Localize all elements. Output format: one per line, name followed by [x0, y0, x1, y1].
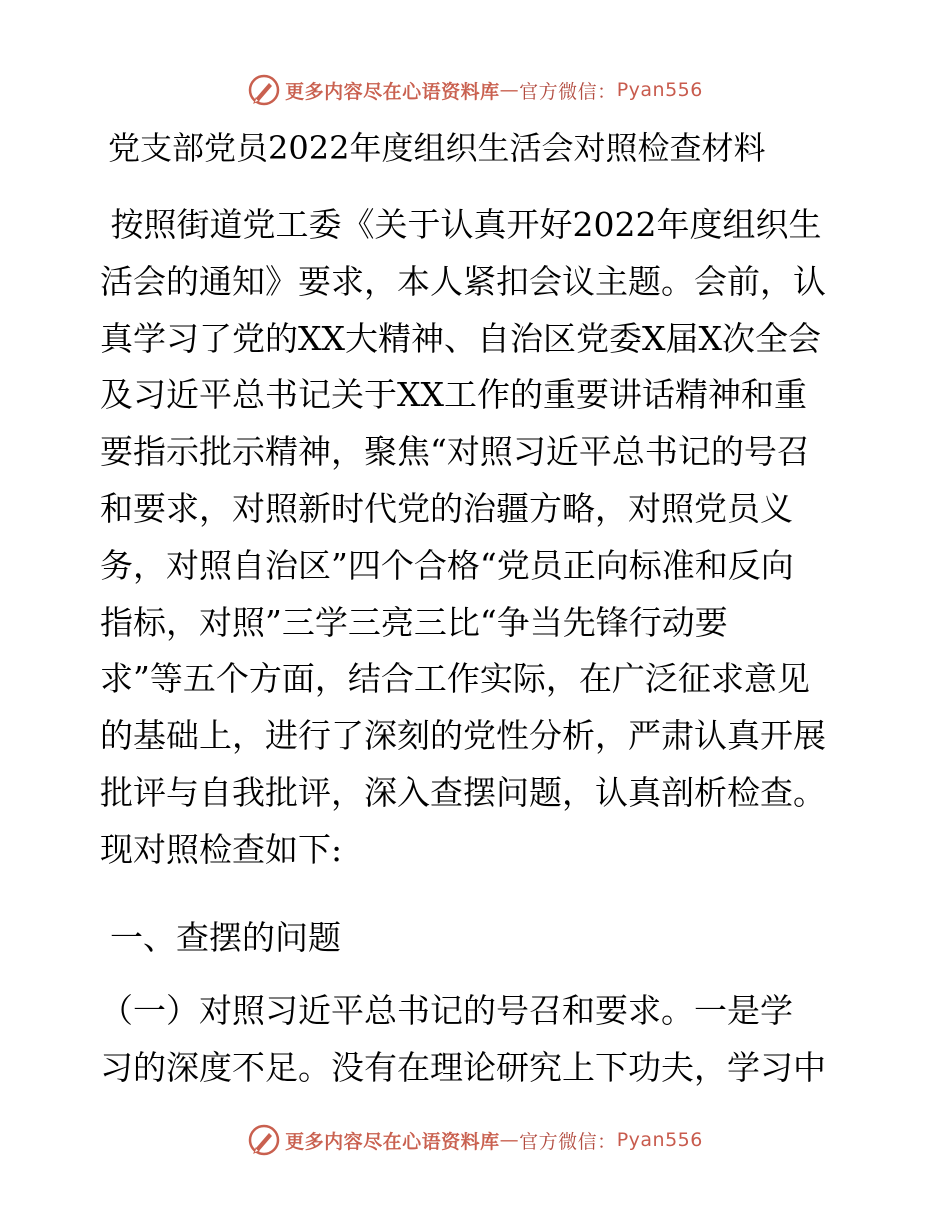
- watermark-brand: 更多内容尽在心语资料库: [285, 80, 500, 103]
- watermark-id: Pyan556: [616, 1129, 703, 1151]
- document-title: 党支部党员2022年度组织生活会对照检查材料: [108, 129, 766, 167]
- watermark-label: 官方微信：: [519, 80, 617, 103]
- paragraph-line: 活会的通知》要求，本人紧扣会议主题。会前，认: [100, 261, 826, 301]
- section-heading: 一、查摆的问题: [110, 918, 341, 957]
- paragraph-line: 及习近平总书记关于XX工作的重要讲话精神和重: [100, 375, 807, 415]
- watermark-separator: —: [499, 79, 520, 101]
- subsection-paragraph: [100, 983, 860, 1097]
- watermark-header: [0, 70, 950, 110]
- paragraph-line: 真学习了党的XX大精神、自治区党委X届X次全会: [100, 318, 821, 358]
- paragraph-line: 务，对照自治区”四个合格“党员正向标准和反向: [100, 545, 794, 585]
- paragraph-line: 要指示批示精神，聚焦“对照习近平总书记的号召: [100, 432, 810, 472]
- watermark-label: 官方微信：: [519, 1130, 617, 1153]
- watermark-id: Pyan556: [616, 79, 703, 101]
- watermark-separator: —: [499, 1129, 520, 1151]
- watermark-brand: 更多内容尽在心语资料库: [285, 1130, 500, 1153]
- pen-logo-icon: [247, 1123, 281, 1157]
- paragraph-line: 的基础上，进行了深刻的党性分析，严肃认真开展: [100, 716, 826, 756]
- paragraph-line: 求”等五个方面，结合工作实际，在广泛征求意见: [100, 659, 810, 699]
- paragraph-line: 批评与自我批评，深入查摆问题，认真剖析检查。: [100, 772, 826, 812]
- paragraph-line: （一）对照习近平总书记的号召和要求。一是学: [100, 991, 793, 1030]
- watermark-footer: [0, 1120, 950, 1160]
- paragraph-line: 习的深度不足。没有在理论研究上下功夫，学习中: [100, 1047, 826, 1087]
- intro-paragraph: [100, 197, 860, 879]
- paragraph-line: 和要求，对照新时代党的治疆方略，对照党员义: [100, 488, 793, 528]
- paragraph-line: 现对照检查如下:: [100, 829, 343, 869]
- paragraph-line: 指标，对照”三学三亮三比“争当先锋行动要: [100, 602, 728, 642]
- paragraph-line: 按照街道党工委《关于认真开好2022年度组织生: [100, 205, 822, 244]
- pen-logo-icon: [247, 73, 281, 107]
